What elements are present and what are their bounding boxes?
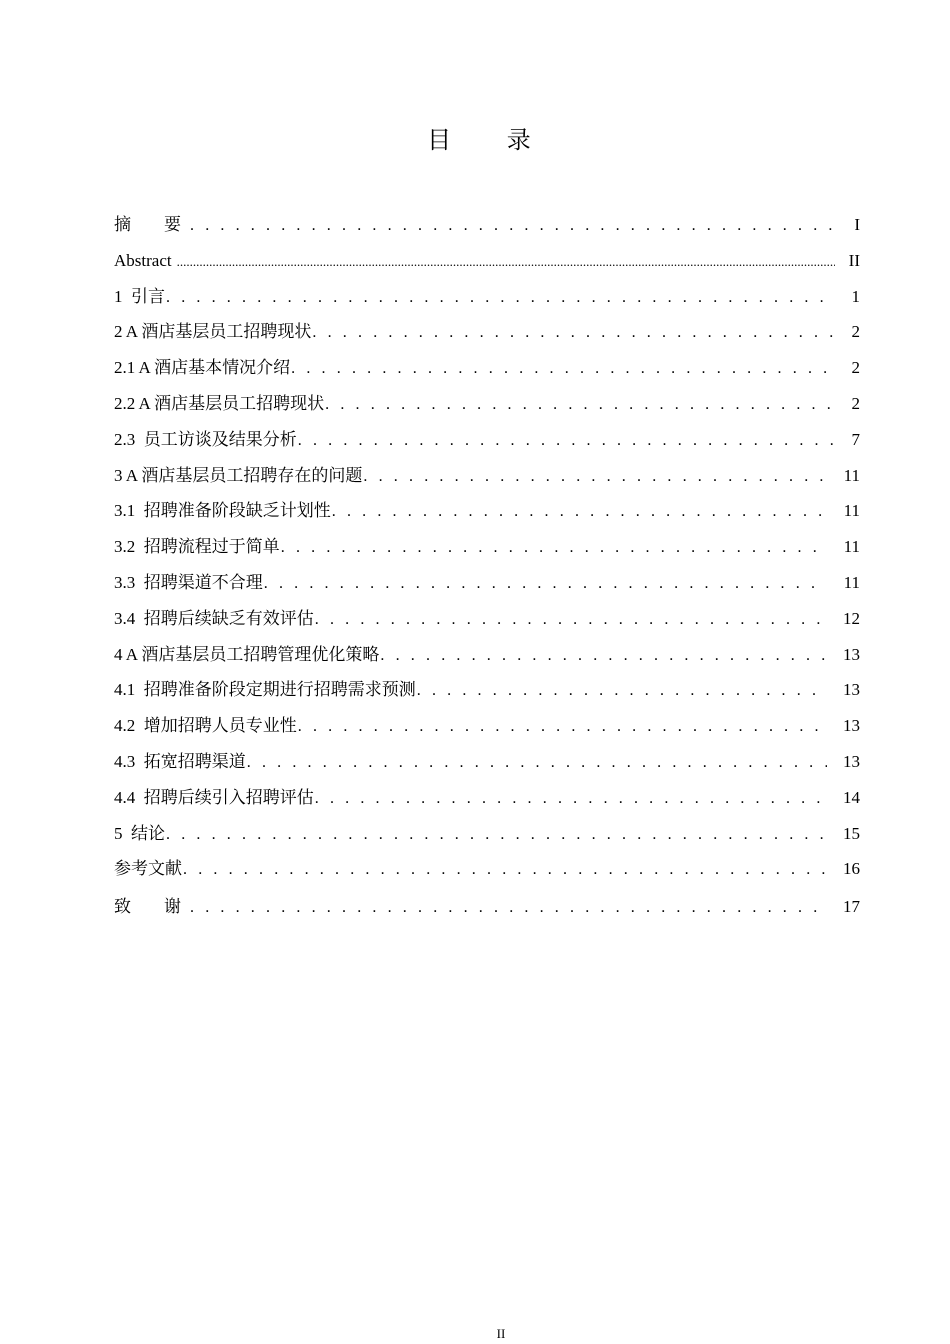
toc-entry-page: 12	[843, 608, 860, 628]
toc-entry[interactable]	[114, 458, 860, 494]
dot-leader	[247, 745, 827, 781]
toc-entry-page: 11	[843, 537, 860, 557]
dot-leader	[315, 602, 827, 638]
toc-entry-label: 4.1 招聘准备阶段定期进行招聘需求预测	[114, 680, 416, 700]
toc-entry[interactable]	[114, 565, 860, 601]
toc-entry-label: 3.3 招聘渠道不合理	[114, 572, 263, 592]
toc-entry-label: 参考文献	[114, 859, 182, 879]
toc-entry-label: 1 引言	[114, 286, 165, 306]
toc-entry-label: 4 A 酒店基层员工招聘管理优化策略	[114, 644, 380, 664]
toc-entry[interactable]	[114, 350, 860, 386]
toc-entry[interactable]	[114, 637, 860, 673]
toc-entry-label: 3.2 招聘流程过于简单	[114, 537, 280, 557]
page-number: II	[496, 1326, 506, 1341]
toc-entry-page: 16	[843, 859, 860, 879]
toc-entry-label: 4.2 增加招聘人员专业性	[114, 716, 297, 736]
toc-entry[interactable]	[114, 708, 860, 744]
toc-entry-page: 13	[843, 751, 860, 771]
toc-entry-page: 2	[851, 393, 860, 413]
toc-entry-label: 3 A 酒店基层员工招聘存在的问题	[114, 465, 363, 485]
toc-entry-page: 11	[843, 501, 860, 521]
dot-leader	[291, 351, 835, 387]
dot-leader	[264, 566, 827, 602]
toc-entry-label: 致 谢	[114, 897, 189, 917]
toc-entry-label: 3.1 招聘准备阶段缺乏计划性	[114, 501, 331, 521]
toc-entry-page: II	[848, 250, 860, 270]
toc-entry[interactable]	[114, 529, 860, 565]
dot-leader	[417, 673, 827, 709]
toc-entry-label: 5 结论	[114, 823, 165, 843]
toc-entry[interactable]	[114, 207, 860, 243]
dot-leader	[298, 709, 827, 745]
toc-entry-label: Abstract	[114, 250, 172, 270]
toc-entry-page: 1	[851, 286, 860, 306]
toc-entry-page: 2	[851, 322, 860, 342]
dot-leader	[315, 781, 827, 817]
dot-leader	[325, 387, 835, 423]
dot-leader	[380, 638, 827, 674]
toc-entry-page: 7	[851, 429, 860, 449]
toc-entry-page: 2	[851, 358, 860, 378]
dot-leader	[166, 280, 835, 316]
toc-entry-label: 2.3 员工访谈及结果分析	[114, 429, 297, 449]
dot-leader	[183, 852, 827, 888]
toc-entry-page: 11	[843, 465, 860, 485]
dot-leader	[332, 494, 827, 530]
page-title: 目 录	[427, 126, 555, 154]
dot-leader	[312, 315, 835, 351]
toc-entry-page: I	[854, 215, 860, 234]
toc-entry-label: 2.1 A 酒店基本情况介绍	[114, 358, 291, 378]
toc-entry[interactable]	[114, 601, 860, 637]
toc-entry-page: 11	[843, 572, 860, 592]
toc-entry-label: 2.2 A 酒店基层员工招聘现状	[114, 393, 325, 413]
table-of-contents	[114, 207, 860, 925]
dot-leader	[281, 530, 827, 566]
dot-leader	[190, 890, 827, 926]
toc-entry-page: 13	[843, 680, 860, 700]
toc-entry[interactable]	[114, 780, 860, 816]
toc-entry-page: 17	[843, 897, 860, 917]
toc-entry[interactable]	[114, 672, 860, 708]
toc-entry[interactable]	[114, 314, 860, 350]
toc-entry[interactable]	[114, 386, 860, 422]
toc-entry-page: 13	[843, 716, 860, 736]
dot-leader	[166, 817, 827, 853]
toc-entry-label: 4.3 拓宽招聘渠道	[114, 751, 246, 771]
toc-entry[interactable]	[114, 422, 860, 458]
dot-leader	[363, 459, 827, 495]
toc-entry-page: 14	[843, 787, 860, 807]
dot-leader	[190, 208, 835, 244]
toc-entry-label: 摘 要	[114, 215, 189, 234]
toc-entry[interactable]	[114, 816, 860, 852]
toc-entry-page: 15	[843, 823, 860, 843]
toc-entry-page: 13	[843, 644, 860, 664]
toc-entry[interactable]	[114, 744, 860, 780]
toc-entry-label: 2 A 酒店基层员工招聘现状	[114, 322, 312, 342]
toc-entry[interactable]	[114, 243, 860, 279]
toc-entry-label: 4.4 招聘后续引入招聘评估	[114, 787, 314, 807]
toc-entry[interactable]	[114, 493, 860, 529]
dot-leader	[177, 244, 835, 280]
dot-leader	[298, 423, 835, 459]
toc-entry[interactable]	[114, 851, 860, 887]
toc-entry[interactable]	[114, 889, 860, 925]
toc-entry-label: 3.4 招聘后续缺乏有效评估	[114, 608, 314, 628]
toc-entry[interactable]	[114, 279, 860, 315]
